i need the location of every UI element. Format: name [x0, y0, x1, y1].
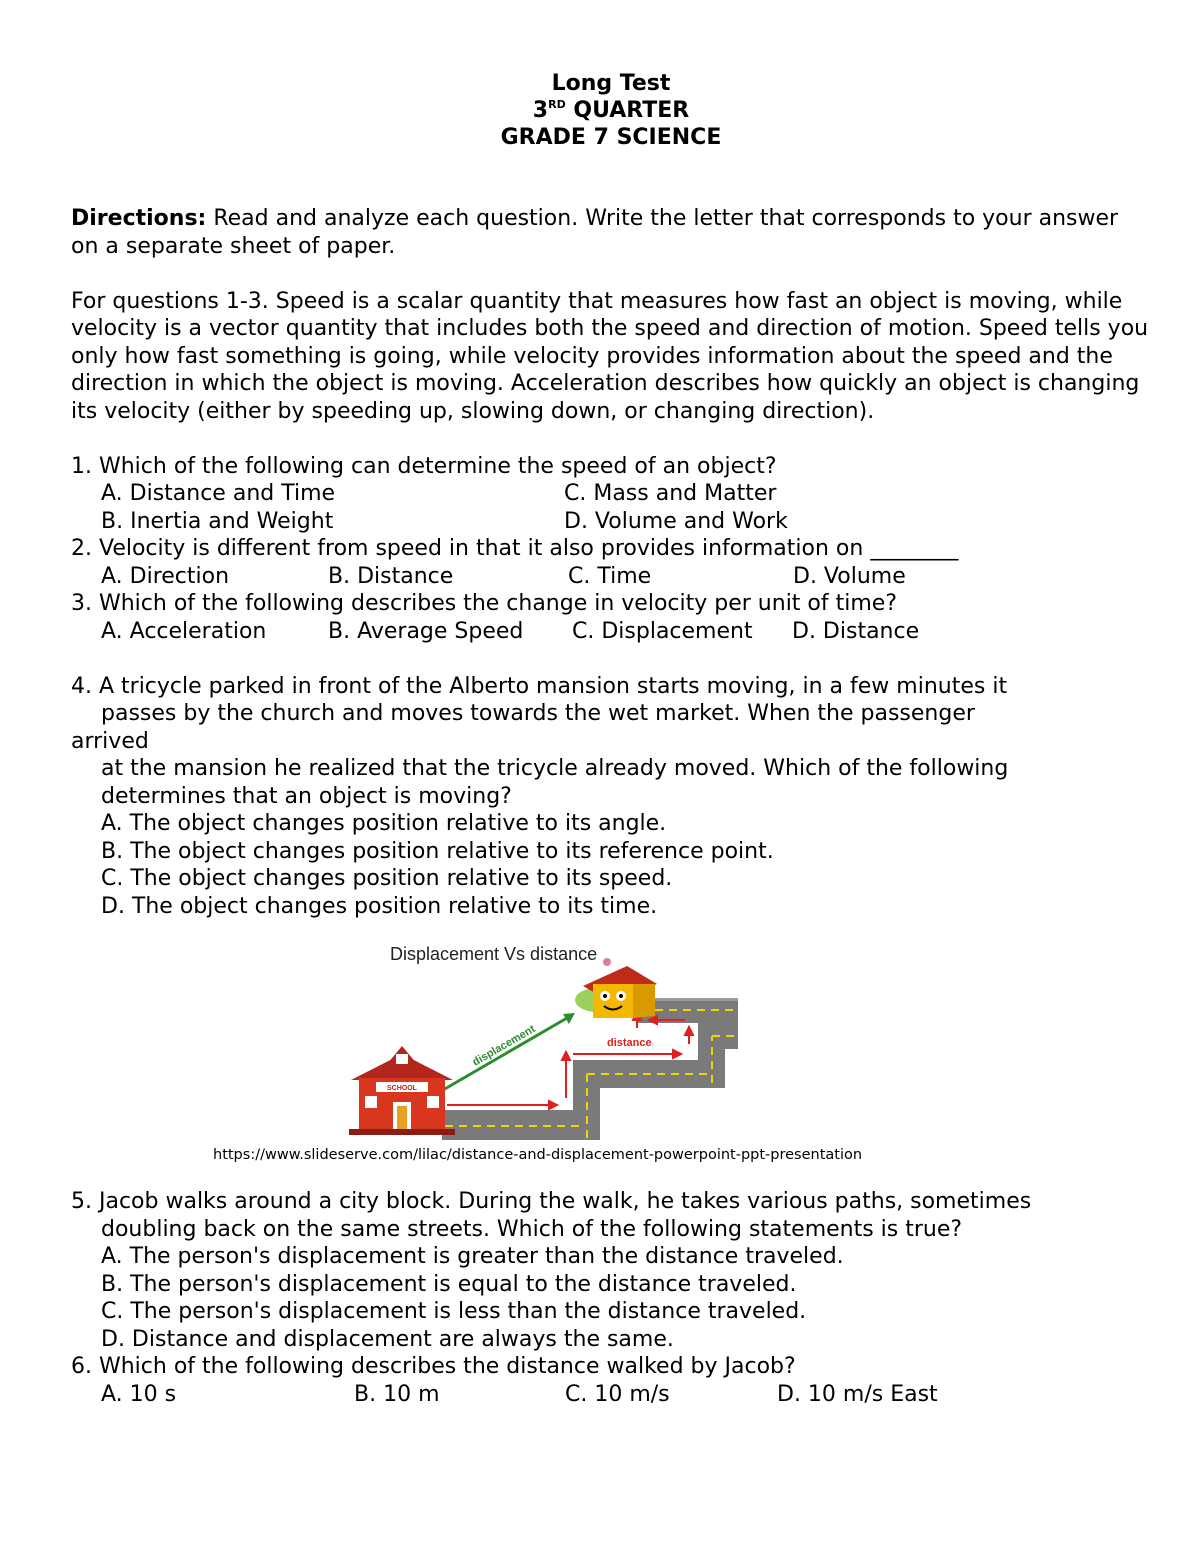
question-4-line-5: determines that an object is moving? [101, 783, 512, 809]
question-2 [71, 535, 1151, 590]
q1-option-b: B. Inertia and Weight [101, 508, 334, 534]
displacement-distance-diagram [345, 938, 745, 1146]
directions-text: Read and analyze each question. Write the letter that corresponds to your answer on a separate sheet of paper. [71, 206, 1119, 259]
displacement-arrow [443, 1013, 575, 1090]
q3-option-c: C. Displacement [572, 618, 753, 644]
q2-option-a: A. Direction [101, 563, 230, 589]
road-path [442, 998, 738, 1140]
q6-option-d: D. 10 m/s East [777, 1381, 938, 1407]
question-3 [71, 590, 1151, 645]
test-header [71, 70, 1151, 151]
q6-option-a: A. 10 s [101, 1381, 177, 1407]
q4-option-d: D. The object changes position relative to its time. [101, 893, 658, 919]
question-1 [71, 453, 1151, 536]
displacement-label: displacement [470, 1023, 538, 1069]
distance-label: distance [607, 1037, 652, 1049]
passage: For questions 1-3. Speed is a scalar quantity that measures how fast an object is moving, while velocity is a vector quantity that includes both the speed and direction of motion. Speed tells you only how fast something is going, while velocity provides information about the speed and the direction in which the object is moving. Acceleration describes how quickly an object is changing its velocity (either by speeding up, slowing down, or changing direction). [71, 288, 1149, 424]
question-5 [71, 1188, 1151, 1353]
q1-option-d: D. Volume and Work [564, 508, 788, 534]
q2-option-c: C. Time [568, 563, 652, 589]
q4-option-a: A. The object changes position relative to its angle. [101, 811, 667, 836]
question-4 [71, 673, 1151, 921]
figure-source-link[interactable]: https://www.slideserve.com/lilac/distance-and-displacement-powerpoint-ppt-presentation [213, 1147, 863, 1163]
header-quarter: 3RD QUARTER [532, 98, 690, 123]
question-4-line-2: passes by the church and moves towards the wet market. When the passenger [101, 701, 975, 726]
question-6 [71, 1353, 1151, 1408]
house-icon [575, 958, 657, 1018]
question-3-text: 3. Which of the following describes the change in velocity per unit of time? [71, 591, 897, 616]
school-icon [349, 1046, 455, 1135]
q5-option-b: B. The person's displacement is equal to the distance traveled. [101, 1271, 797, 1297]
test-page [71, 70, 1151, 1408]
q5-option-c: C. The person's displacement is less than the distance traveled. [101, 1299, 807, 1324]
q5-option-a: A. The person's displacement is greater than the distance traveled. [101, 1244, 844, 1269]
header-grade: GRADE 7 SCIENCE [500, 125, 722, 150]
q3-option-b: B. Average Speed [328, 618, 524, 644]
q4-option-b: B. The object changes position relative to its reference point. [101, 838, 774, 864]
q3-option-d: D. Distance [792, 618, 920, 644]
q3-option-a: A. Acceleration [101, 618, 267, 644]
q6-option-c: C. 10 m/s [565, 1381, 670, 1407]
q2-option-b: B. Distance [328, 563, 454, 589]
directions-label: Directions: [71, 206, 207, 231]
school-sign: SCHOOL [387, 1085, 417, 1092]
question-5-line-2: doubling back on the same streets. Which of the following statements is true? [101, 1216, 963, 1242]
question-4-line-4: at the mansion he realized that the tricycle already moved. Which of the following [101, 756, 1009, 781]
header-title: Long Test [551, 71, 671, 96]
displacement-figure [71, 938, 1151, 1168]
directions [71, 205, 1151, 260]
q1-option-a: A. Distance and Time [101, 481, 336, 506]
question-5-line-1: 5. Jacob walks around a city block. During the walk, he takes various paths, sometimes [71, 1189, 1032, 1214]
question-1-text: 1. Which of the following can determine the speed of an object? [71, 453, 777, 479]
figure-title: Displacement Vs distance [390, 944, 598, 964]
q5-option-d: D. Distance and displacement are always the same. [101, 1326, 674, 1352]
q4-option-c: C. The object changes position relative to its speed. [101, 866, 673, 891]
question-4-line-3: arrived [71, 728, 149, 754]
q2-option-d: D. Volume [793, 563, 906, 589]
question-6-text: 6. Which of the following describes the distance walked by Jacob? [71, 1354, 796, 1379]
question-2-text: 2. Velocity is different from speed in that it also provides information on ________ [71, 536, 959, 561]
q1-option-c: C. Mass and Matter [564, 481, 777, 506]
q6-option-b: B. 10 m [354, 1381, 440, 1407]
question-4-line-1: 4. A tricycle parked in front of the Alberto mansion starts moving, in a few minutes it [71, 673, 1008, 699]
